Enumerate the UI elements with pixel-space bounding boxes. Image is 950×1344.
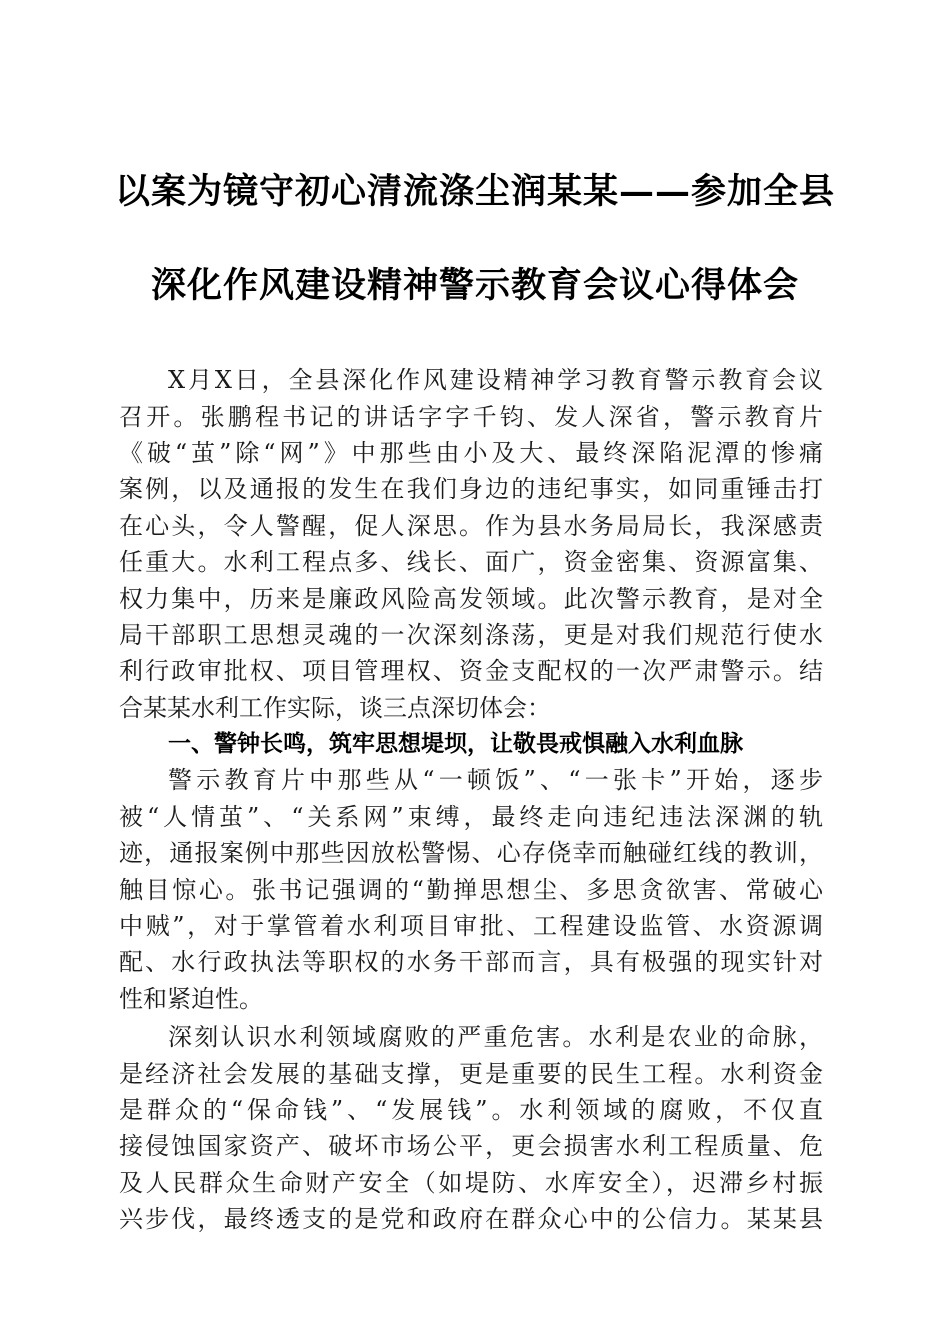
paragraph-line: 召开。张鹏程书记的讲话字字千钧、发人深省，警示教育片	[119, 403, 823, 431]
paragraph-line: 《破“茧”除“网”》中那些由小及大、最终深陷泥潭的惨痛	[119, 439, 823, 467]
paragraph-line: 是群众的“保命钱”、“发展钱”。水利领域的腐败，不仅直	[119, 1096, 823, 1124]
paragraph-line: 警示教育片中那些从“一顿饭”、“一张卡”开始，逐步	[168, 766, 823, 794]
paragraph-line: 在心头，令人警醒，促人深思。作为县水务局局长，我深感责	[119, 512, 823, 540]
paragraph-line: 触目惊心。张书记强调的“勤掸思想尘、多思贪欲害、常破心	[119, 876, 823, 904]
document-title-line-2: 深化作风建设精神警示教育会议心得体会	[150, 265, 799, 306]
paragraph-line: 局干部职工思想灵魂的一次深刻涤荡，更是对我们规范行使水	[119, 621, 823, 649]
paragraph-line: 及人民群众生命财产安全（如堤防、水库安全），迟滞乡村振	[119, 1169, 823, 1197]
paragraph-line: 利行政审批权、项目管理权、资金支配权的一次严肃警示。结	[119, 657, 823, 685]
paragraph-line: 是经济社会发展的基础支撑，更是重要的民生工程。水利资金	[119, 1060, 823, 1088]
section-heading: 一、警钟长鸣，筑牢思想堤坝，让敬畏戒惧融入水利血脉	[168, 731, 743, 757]
paragraph-line: 深刻认识水利领域腐败的严重危害。水利是农业的命脉，	[168, 1023, 823, 1051]
paragraph-line: 权力集中，历来是廉政风险高发领域。此次警示教育，是对全	[119, 585, 823, 613]
document-title-line-1: 以案为镜守初心清流涤尘润某某——参加全县	[114, 171, 835, 212]
paragraph-line: X月X日，全县深化作风建设精神学习教育警示教育会议	[168, 366, 823, 394]
paragraph-line: 任重大。水利工程点多、线长、面广，资金密集、资源富集、	[119, 548, 823, 576]
paragraph-line: 兴步伐，最终透支的是党和政府在群众心中的公信力。某某县	[119, 1205, 823, 1233]
paragraph-line: 接侵蚀国家资产、破坏市场公平，更会损害水利工程质量、危	[119, 1132, 823, 1160]
paragraph-line: 迹，通报案例中那些因放松警惕、心存侥幸而触碰红线的教训，	[119, 839, 823, 867]
paragraph-line: 被“人情茧”、“关系网”束缚，最终走向违纪违法深渊的轨	[119, 803, 823, 831]
paragraph-line: 合某某水利工作实际，谈三点深切体会：	[119, 694, 551, 722]
paragraph-line: 配、水行政执法等职权的水务干部而言，具有极强的现实针对	[119, 948, 823, 976]
paragraph-line: 案例，以及通报的发生在我们身边的违纪事实，如同重锤击打	[119, 475, 823, 503]
paragraph-line: 性和紧迫性。	[119, 985, 263, 1013]
paragraph-line: 中贼”，对于掌管着水利项目审批、工程建设监管、水资源调	[119, 912, 823, 940]
